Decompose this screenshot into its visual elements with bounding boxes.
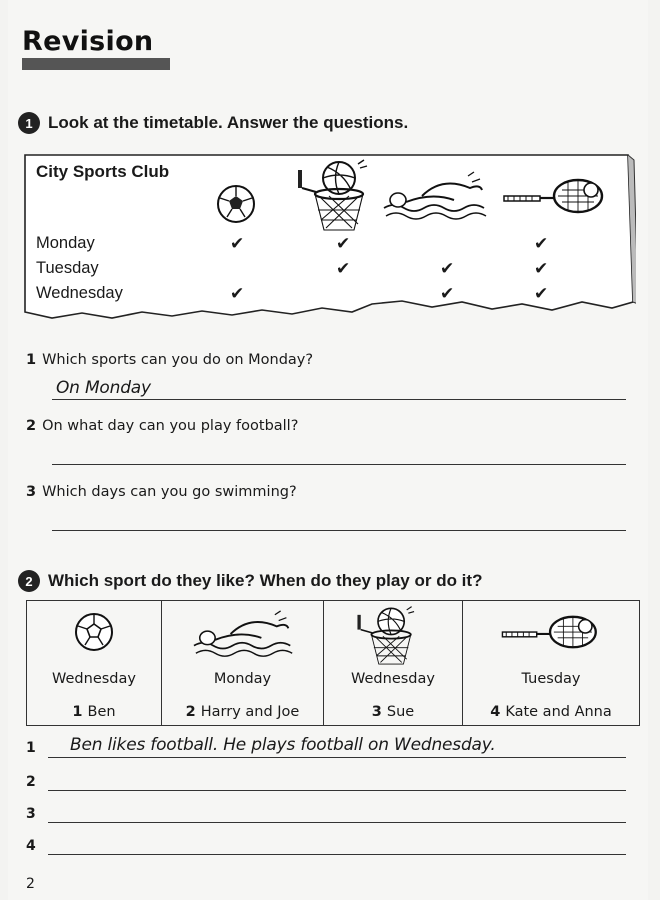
answer-2-line[interactable] bbox=[52, 464, 626, 465]
person-3-name: Sue bbox=[386, 704, 415, 720]
tick-wednesday-swimming: ✔ bbox=[440, 284, 455, 304]
answer-line-1-number: 1 bbox=[26, 740, 36, 756]
question-1 bbox=[26, 352, 313, 368]
tennis-icon bbox=[497, 613, 605, 653]
person-3-day: Wednesday bbox=[351, 671, 435, 687]
tick-monday-tennis: ✔ bbox=[534, 234, 549, 254]
section-2-answer-2-line[interactable] bbox=[48, 790, 626, 791]
section-1-number: 1 bbox=[18, 112, 40, 134]
question-1-text: Which sports can you do on Monday? bbox=[42, 352, 314, 368]
answer-1-line[interactable] bbox=[52, 399, 626, 400]
section-2-answer-4-line[interactable] bbox=[48, 854, 626, 855]
question-2-number: 2 bbox=[26, 418, 37, 434]
person-4-label bbox=[463, 704, 639, 720]
timetable-day-monday: Monday bbox=[36, 234, 95, 252]
section-2-number: 2 bbox=[18, 570, 40, 592]
person-cell-2 bbox=[162, 601, 324, 725]
question-3-number: 3 bbox=[26, 484, 37, 500]
timetable-day-tuesday: Tuesday bbox=[36, 259, 99, 277]
tick-tuesday-basketball: ✔ bbox=[336, 259, 351, 279]
tick-wednesday-football: ✔ bbox=[230, 284, 245, 304]
person-3-label bbox=[324, 704, 462, 720]
person-1-label bbox=[27, 704, 161, 720]
person-1-number: 1 bbox=[72, 704, 83, 720]
person-1-day: Wednesday bbox=[52, 671, 136, 687]
person-cell-1 bbox=[27, 601, 162, 725]
person-1-name: Ben bbox=[87, 704, 116, 720]
basketball-icon bbox=[294, 158, 374, 236]
swimming-icon bbox=[382, 170, 492, 224]
football-icon bbox=[215, 182, 257, 226]
tick-tuesday-tennis: ✔ bbox=[534, 259, 549, 279]
section-1-instruction: Look at the timetable. Answer the questions. bbox=[48, 113, 409, 132]
person-3-number: 3 bbox=[371, 704, 382, 720]
question-2 bbox=[26, 418, 298, 434]
page-title: Revision bbox=[22, 26, 154, 57]
answer-line-2-number: 2 bbox=[26, 774, 36, 790]
swimming-icon bbox=[192, 609, 298, 661]
football-icon bbox=[73, 611, 115, 653]
person-4-day: Tuesday bbox=[521, 671, 581, 687]
person-2-day: Monday bbox=[213, 671, 272, 687]
person-2-name: Harry and Joe bbox=[200, 704, 300, 720]
question-1-number: 1 bbox=[26, 352, 37, 368]
sports-table bbox=[26, 600, 640, 726]
person-4-name: Kate and Anna bbox=[505, 704, 612, 720]
answer-line-3-number: 3 bbox=[26, 806, 36, 822]
answer-3-line[interactable] bbox=[52, 530, 626, 531]
question-2-text: On what day can you play football? bbox=[42, 418, 299, 434]
question-3-text: Which days can you go swimming? bbox=[42, 484, 297, 500]
basketball-icon bbox=[352, 605, 422, 669]
person-cell-3 bbox=[324, 601, 463, 725]
timetable-title: City Sports Club bbox=[36, 162, 170, 181]
answer-line-4-number: 4 bbox=[26, 838, 36, 854]
tick-monday-football: ✔ bbox=[230, 234, 245, 254]
person-2-number: 2 bbox=[185, 704, 196, 720]
section-1-heading bbox=[18, 112, 408, 134]
person-cell-4 bbox=[463, 601, 639, 725]
section-2-answer-3-line[interactable] bbox=[48, 822, 626, 823]
person-2-label bbox=[162, 704, 323, 720]
worksheet-page bbox=[8, 0, 648, 900]
tick-tuesday-swimming: ✔ bbox=[440, 259, 455, 279]
timetable bbox=[22, 152, 636, 324]
section-2-instruction: Which sport do they like? When do they play or do it? bbox=[48, 571, 483, 590]
title-underline-bar bbox=[22, 58, 170, 70]
title-block bbox=[22, 26, 153, 57]
page-number: 2 bbox=[26, 876, 35, 892]
section-2-heading bbox=[18, 570, 482, 592]
timetable-day-wednesday: Wednesday bbox=[36, 284, 123, 302]
answer-1-handwriting[interactable]: On Monday bbox=[56, 378, 151, 398]
question-3 bbox=[26, 484, 297, 500]
tick-monday-basketball: ✔ bbox=[336, 234, 351, 254]
section-2-answer-1-handwriting[interactable]: Ben likes football. He plays football on Wednesday. bbox=[70, 735, 496, 755]
section-2-answer-1-line[interactable] bbox=[48, 757, 626, 758]
tennis-icon bbox=[500, 176, 610, 218]
person-4-number: 4 bbox=[490, 704, 501, 720]
tick-wednesday-tennis: ✔ bbox=[534, 284, 549, 304]
